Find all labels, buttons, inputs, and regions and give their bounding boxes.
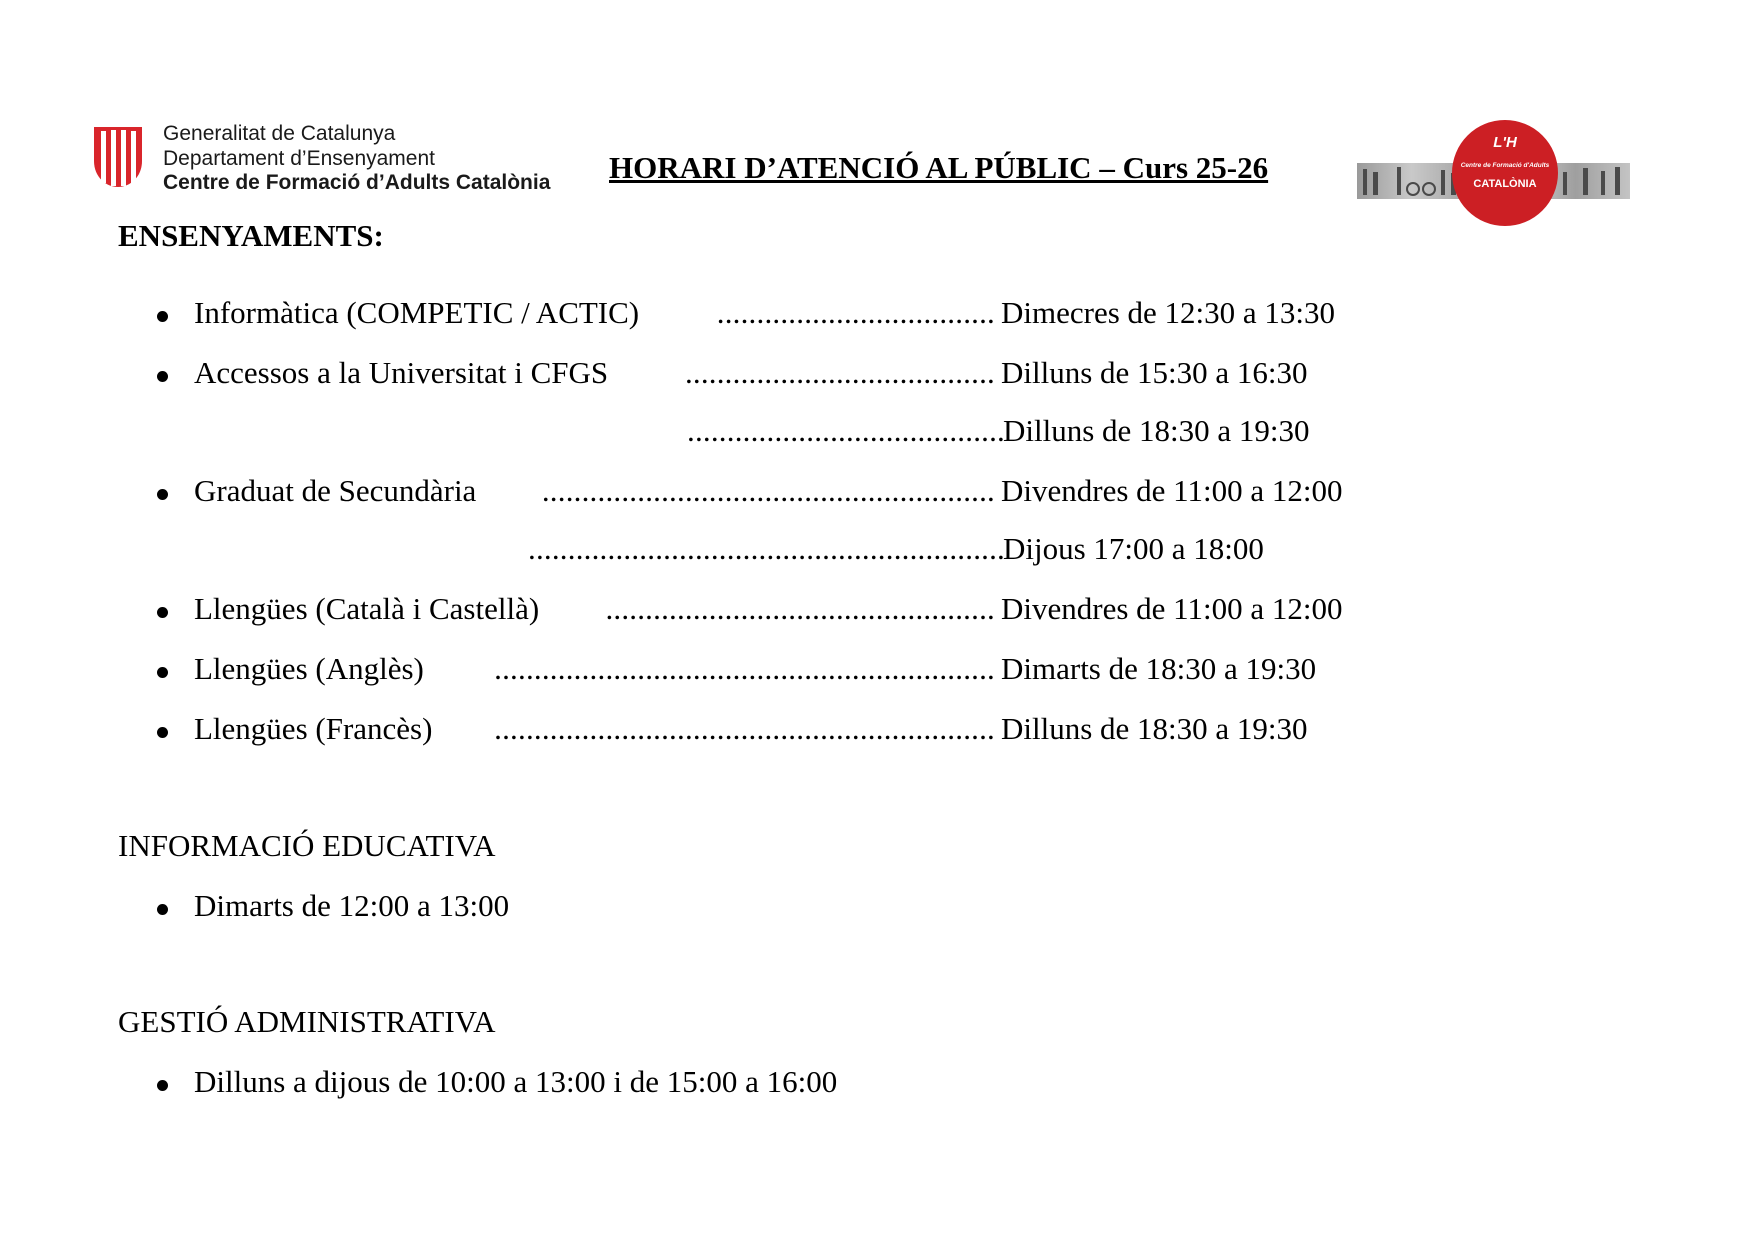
schedule-time: Dimarts de 12:00 a 13:00 (194, 888, 510, 923)
logo-subtitle: Centre de Formació d'Adults (1460, 162, 1550, 169)
dot-leader: ............................................................... (494, 711, 995, 746)
generalitat-logo-icon (92, 125, 144, 189)
bullet-icon (157, 371, 168, 382)
organization-block (163, 122, 550, 196)
list-item (0, 1064, 1755, 1104)
bullet-icon (157, 727, 168, 738)
schedule-time: Dilluns de 15:30 a 16:30 (1001, 355, 1308, 390)
course-label: Llengües (Francès) (194, 711, 433, 746)
schedule-time: Dijous 17:00 a 18:00 (1003, 531, 1264, 566)
bullet-icon (157, 1080, 168, 1091)
bullet-icon (157, 667, 168, 678)
dot-leader: ......................................................... (541, 473, 995, 508)
course-label: Graduat de Secundària (194, 473, 477, 508)
section-heading-ensenyaments: ENSENYAMENTS: (118, 218, 384, 253)
schedule-time: Divendres de 11:00 a 12:00 (1001, 473, 1343, 508)
dot-leader: ................................... (716, 295, 995, 330)
schedule-time: Dimarts de 18:30 a 19:30 (1001, 651, 1317, 686)
dot-leader: ....................................... (684, 355, 995, 390)
bullet-icon (157, 311, 168, 322)
schedule-time: Dimecres de 12:30 a 13:30 (1001, 295, 1336, 330)
schedule-row (0, 473, 1755, 513)
org-name: Generalitat de Catalunya (163, 122, 396, 145)
schedule-time: Divendres de 11:00 a 12:00 (1001, 591, 1343, 626)
course-label: Llengües (Anglès) (194, 651, 424, 686)
schedule-time: Dilluns a dijous de 10:00 a 13:00 i de 15:00 a 16:00 (194, 1064, 838, 1099)
schedule-row (0, 591, 1755, 631)
bullet-icon (157, 489, 168, 500)
schedule-time: Dilluns de 18:30 a 19:30 (1003, 413, 1310, 448)
cfa-catalonia-logo (1452, 120, 1558, 226)
list-item (0, 888, 1755, 928)
schedule-row (0, 711, 1755, 751)
bullet-icon (157, 904, 168, 915)
course-label: Llengües (Català i Castellà) (194, 591, 540, 626)
course-label: Informàtica (COMPETIC / ACTIC) (194, 295, 640, 330)
bullet-icon (157, 607, 168, 618)
schedule-row-continuation (0, 413, 1755, 453)
section-heading-gestio-administrativa: GESTIÓ ADMINISTRATIVA (118, 1004, 496, 1039)
logo-name: CATALÒNIA (1473, 178, 1537, 190)
section-heading-informacio-educativa: INFORMACIÓ EDUCATIVA (118, 828, 496, 863)
course-label: Accessos a la Universitat i CFGS (194, 355, 609, 390)
dot-leader: ............................................................... (494, 651, 995, 686)
department-name: Departament d’Ensenyament (163, 146, 435, 170)
dot-leader: ............................................................ (528, 531, 1005, 566)
schedule-row (0, 651, 1755, 691)
dot-leader: ................................................. (605, 591, 995, 626)
page-title: HORARI D’ATENCIÓ AL PÚBLIC – Curs 25-26 (609, 150, 1269, 185)
schedule-row (0, 355, 1755, 395)
schedule-row-continuation (0, 531, 1755, 571)
schedule-time: Dilluns de 18:30 a 19:30 (1001, 711, 1308, 746)
centre-name: Centre de Formació d’Adults Catalònia (163, 171, 551, 194)
schedule-row (0, 295, 1755, 335)
logo-initials: L'H (1493, 134, 1517, 151)
dot-leader: ........................................ (687, 413, 1005, 448)
